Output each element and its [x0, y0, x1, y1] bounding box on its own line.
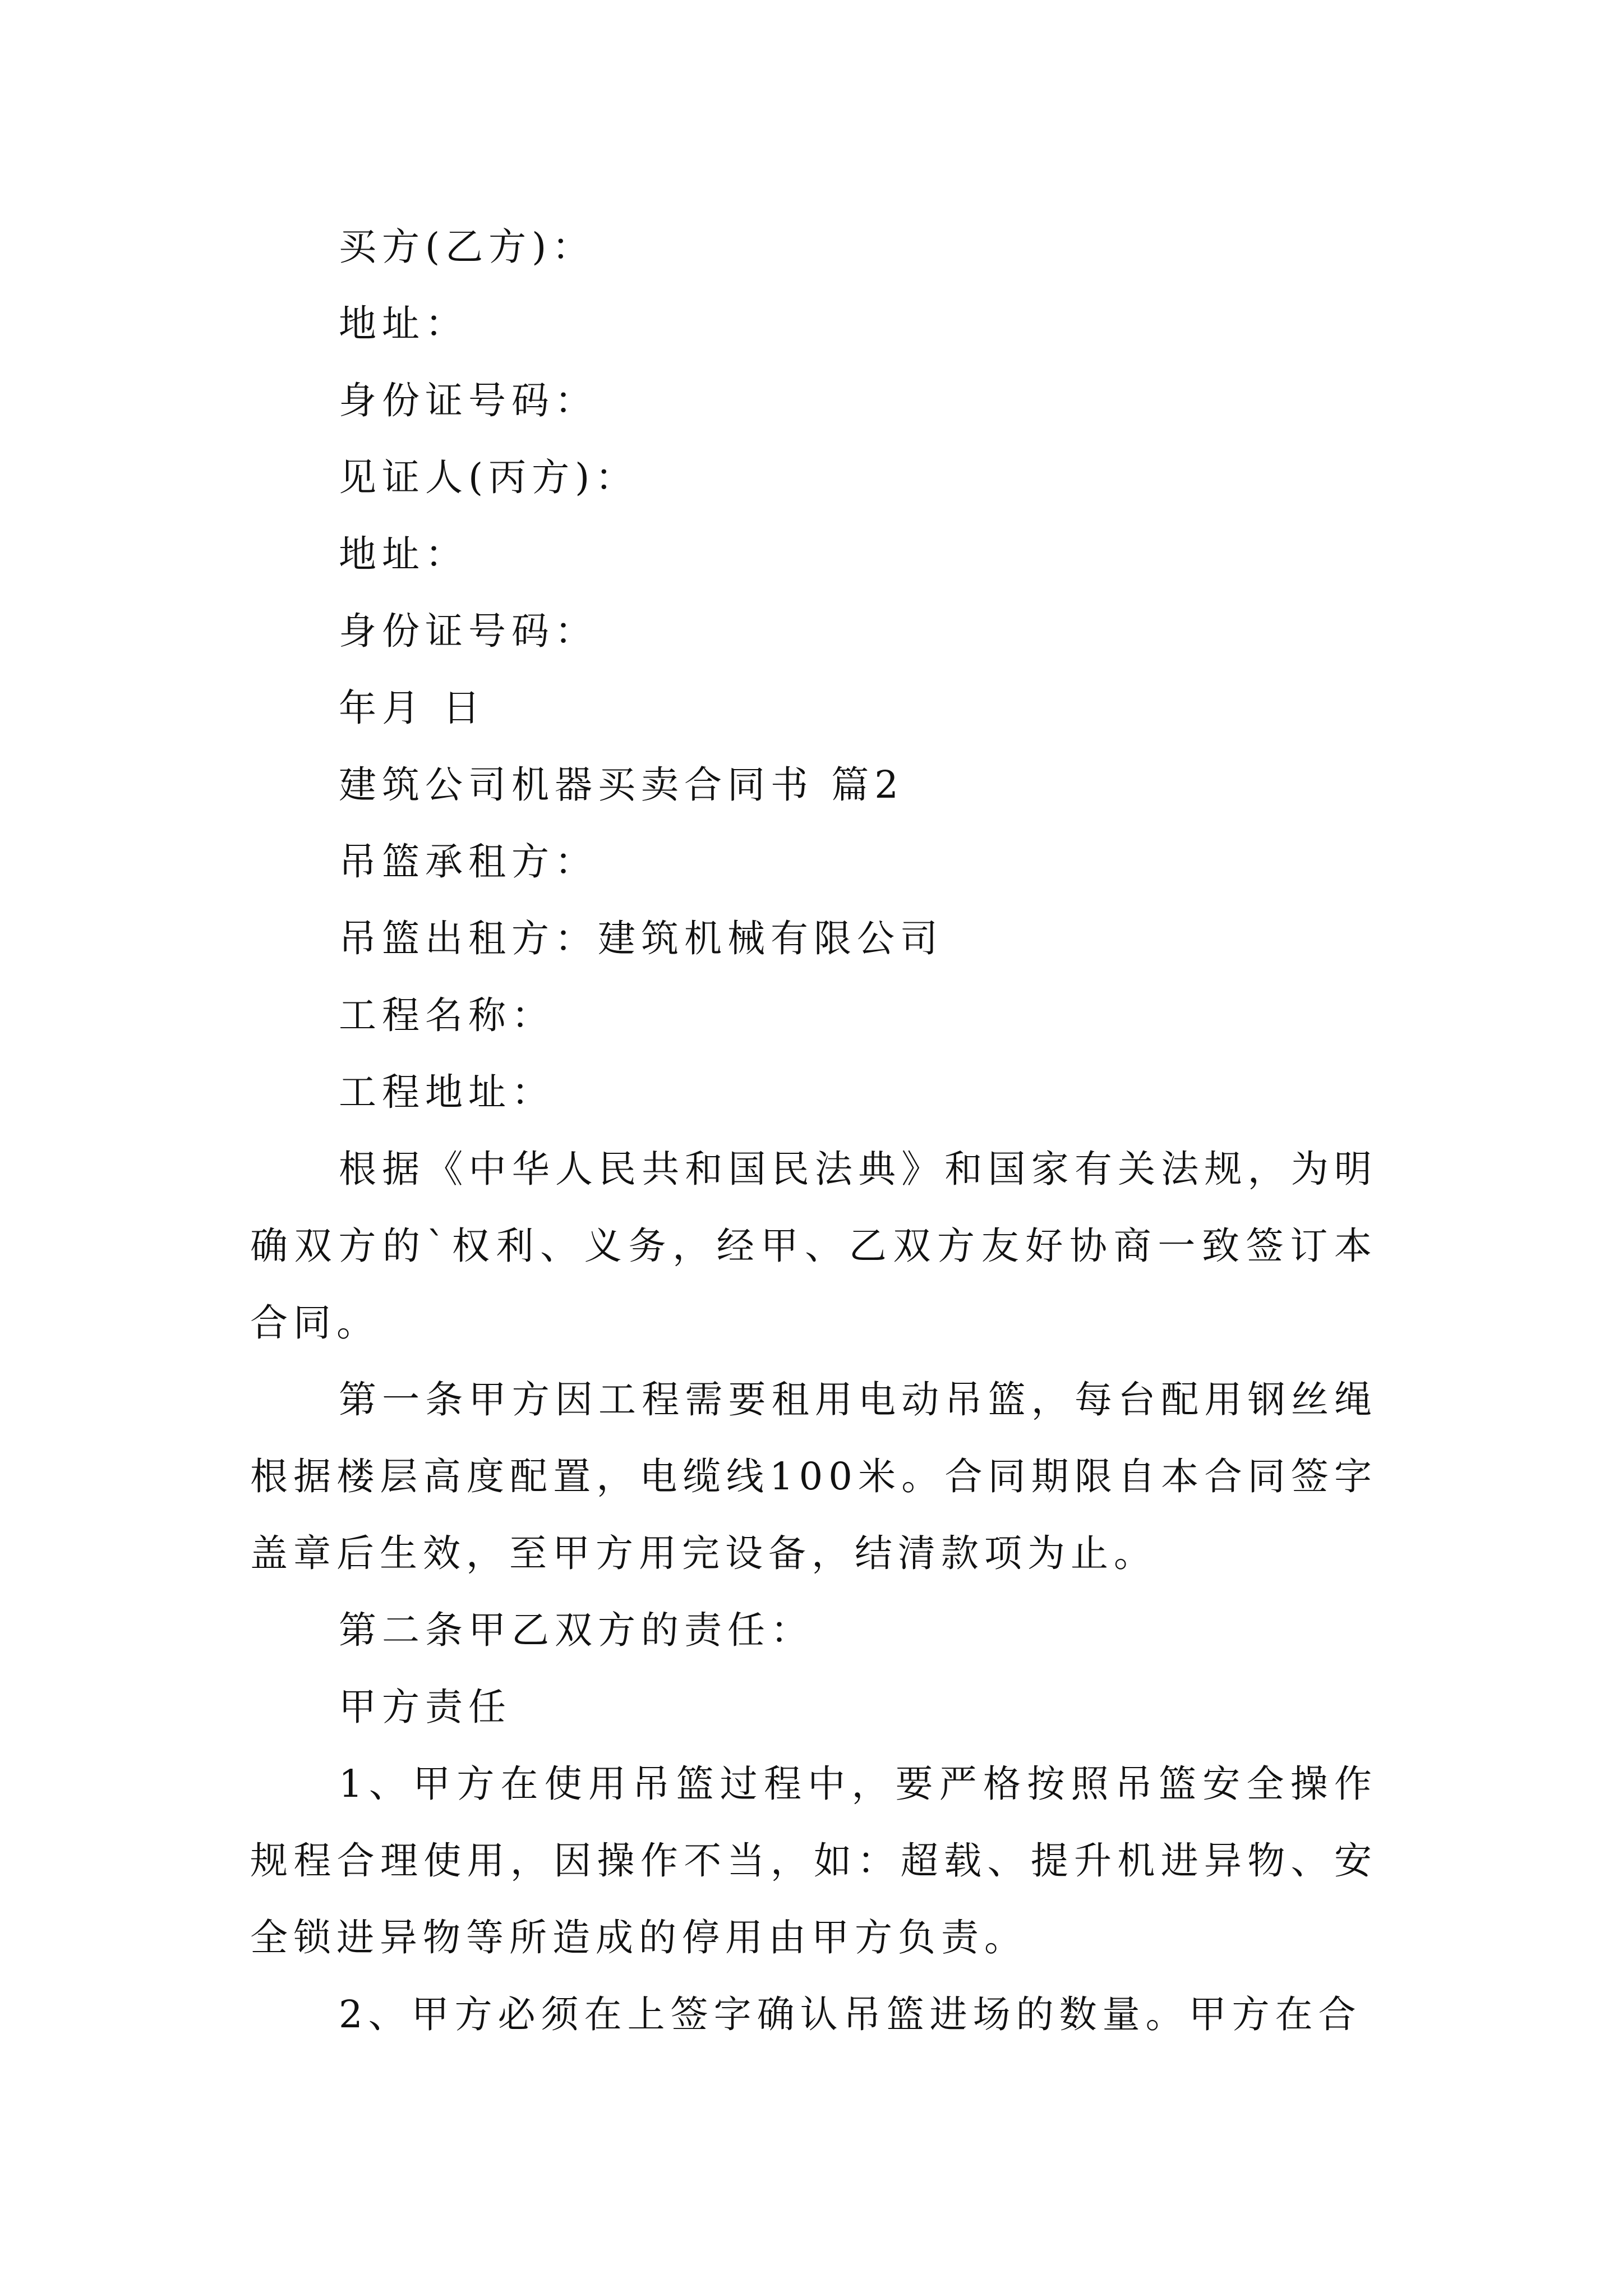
witness-label: 见证人(丙方)：	[339, 455, 639, 499]
duty-2-paragraph: 2、甲方必须在上签字确认吊篮进场的数量。甲方在合	[339, 1993, 1362, 2036]
witness-address-label: 地址：	[339, 532, 468, 576]
date-line: 年月 日	[339, 686, 486, 730]
document-body	[250, 209, 1377, 2053]
buyer-id-label: 身份证号码：	[339, 379, 598, 422]
lessor-label: 吊篮出租方：建筑机械有限公司	[339, 917, 943, 960]
party-a-duties-heading: 甲方责任	[339, 1685, 511, 1729]
preamble-paragraph: 根据《中华人民共和国民法典》和国家有关法规，为明确双方的`权利、义务，经甲、乙双方友好协商一致签订本合同。	[250, 1147, 1377, 1345]
article-1-paragraph: 第一条甲方因工程需要租用电动吊篮，每台配用钢丝绳根据楼层高度配置，电缆线100米。合同期限自本合同签字盖章后生效，至甲方用完设备，结清款项为止。	[250, 1378, 1377, 1575]
project-address-label: 工程地址：	[339, 1070, 555, 1114]
witness-id-label: 身份证号码：	[339, 609, 598, 653]
lessee-label: 吊篮承租方：	[339, 840, 598, 884]
project-name-label: 工程名称：	[339, 993, 555, 1037]
article-2-heading: 第二条甲乙双方的责任：	[339, 1608, 814, 1652]
duty-1-paragraph: 1、甲方在使用吊篮过程中，要严格按照吊篮安全操作规程合理使用，因操作不当，如：超载、提升机进异物、安全锁进异物等所造成的停用由甲方负责。	[250, 1762, 1377, 1959]
buyer-address-label: 地址：	[339, 302, 468, 346]
buyer-label: 买方(乙方)：	[339, 225, 596, 269]
section-title: 建筑公司机器买卖合同书 篇2	[339, 763, 904, 807]
